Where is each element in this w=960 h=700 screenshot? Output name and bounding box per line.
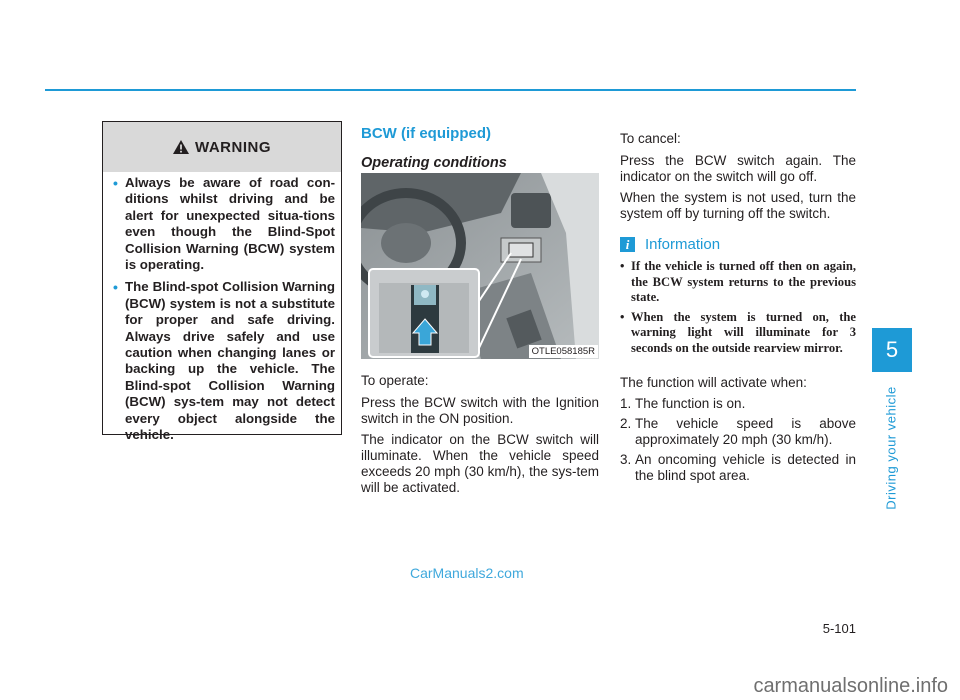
activate-item: 1. The function is on.: [620, 396, 746, 412]
chapter-tab: 5: [872, 328, 912, 372]
activate-item: 2. The vehicle speed is above approximately 20 mph (30 km/h).: [620, 416, 856, 447]
dashboard-illustration: [361, 173, 599, 359]
warning-list: [111, 175, 335, 450]
operate-text: [361, 373, 599, 502]
operate-paragraph: The indicator on the BCW switch will illuminate. When the vehicle speed exceeds 20 mph (30 km/h), the sys-tem will be activated.: [361, 432, 599, 495]
warning-title: WARNING: [195, 138, 271, 156]
operate-paragraph: Press the BCW switch with the Ignition switch in the ON position.: [361, 394, 599, 426]
info-icon: i: [620, 237, 635, 252]
warning-item: • The Blind-spot Collision Warning (BCW) system is not a substitute for proper and safe driving. Always drive safely and use caution when changing lanes or backing up the vehicle. The Blind-spot Collision Warning (BCW) sys-tem may not detect every object alongside the vehicle.: [113, 279, 335, 443]
cancel-label: To cancel:: [620, 131, 681, 146]
warning-triangle-icon: [173, 140, 189, 154]
information-item: • When the system is turned on, the warning light will illuminate for 3 seconds on the outside rearview mirror.: [620, 309, 856, 355]
bullet-icon: •: [113, 279, 118, 296]
top-rule: [45, 89, 856, 91]
section-subtitle: Operating conditions: [361, 155, 507, 171]
section-title: BCW (if equipped): [361, 125, 491, 142]
chapter-label: Driving your vehicle: [883, 386, 899, 510]
information-list: [620, 259, 856, 357]
activate-item: 3. An oncoming vehicle is detected in the blind spot area.: [620, 451, 856, 483]
cancel-paragraph: When the system is not used, turn the system off by turning off the switch.: [620, 190, 856, 222]
activate-list: [620, 396, 856, 483]
warning-header: [103, 122, 341, 172]
information-header: [620, 236, 856, 253]
warning-item: • Always be aware of road con-ditions whilst driving and be alert for unexpected situa-tions even though the Blind-Spot Collision Warning (BCW) system is operating.: [113, 175, 335, 273]
activate-label: The function will activate when:: [620, 374, 807, 390]
bullet-icon: •: [620, 258, 625, 273]
bullet-icon: •: [113, 175, 118, 191]
operate-label: To operate:: [361, 373, 429, 388]
page-number: 5-101: [822, 621, 856, 636]
right-column: [620, 131, 856, 487]
footer-watermark: carmanualsonline.info: [753, 675, 948, 697]
bcw-switch-photo: [361, 173, 599, 359]
middle-column: [361, 125, 599, 175]
photo-code: OTLE058185R: [529, 345, 598, 358]
watermark: CarManuals2.com: [410, 565, 524, 581]
warning-box: [102, 121, 342, 443]
information-item: • If the vehicle is turned off then on again, the BCW system returns to the previous state.: [620, 258, 856, 305]
bullet-icon: •: [620, 309, 625, 324]
cancel-paragraph: Press the BCW switch again. The indicator on the switch will go off.: [620, 152, 856, 184]
information-title: Information: [645, 235, 721, 253]
